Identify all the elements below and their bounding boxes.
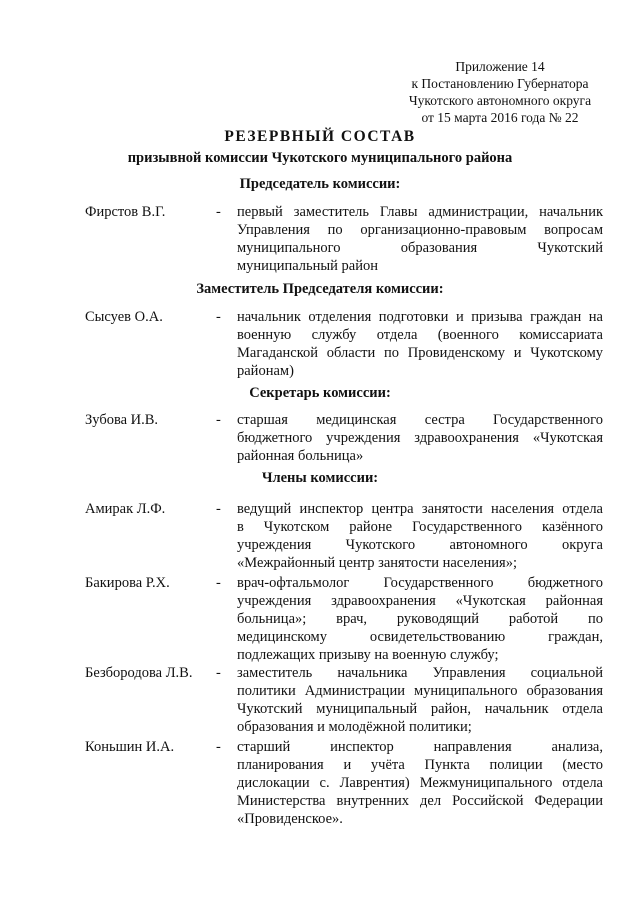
position-line: Чукотский муниципальный район, начальник отдела — [237, 701, 603, 717]
position-line: в Чукотском районе Государственного казённого — [237, 519, 603, 535]
section-heading-secretary: Секретарь комиссии: — [249, 385, 391, 401]
position-line: военную службу отдела (военного комиссариата — [237, 327, 603, 343]
dash-separator: - — [216, 204, 221, 220]
appendix-note — [385, 58, 615, 126]
person-position — [237, 738, 603, 828]
person-name: Фирстов В.Г. — [85, 204, 166, 220]
position-line: заместитель начальника Управления социальной — [237, 665, 603, 681]
position-line: бюджетного учреждения здравоохранения «Чукотская — [237, 430, 603, 446]
position-line: учреждения здравоохранения «Чукотская районная — [237, 593, 603, 609]
position-line: муниципальный район — [237, 258, 378, 274]
person-position — [237, 203, 603, 275]
person-position — [237, 664, 603, 736]
position-line: старший инспектор направления анализа, — [237, 739, 603, 755]
position-line: начальник отделения подготовки и призыва граждан на — [237, 309, 603, 325]
position-line: учреждения Чукотского автономного округа — [237, 537, 603, 553]
section-heading-deputy: Заместитель Председателя комиссии: — [196, 281, 444, 297]
person-position — [237, 411, 603, 465]
position-line: Управления по организационно-правовым вопросам — [237, 222, 603, 238]
person-name: Амирак Л.Ф. — [85, 501, 166, 517]
person-name: Сысуев О.А. — [85, 309, 163, 325]
position-line: муниципального образования Чукотский — [237, 240, 603, 256]
section-heading-members: Члены комиссии: — [261, 470, 379, 486]
dash-separator: - — [216, 412, 221, 428]
position-line: Министерства внутренних дел Российской Федерации — [237, 793, 603, 809]
document-subtitle: призывной комиссии Чукотского муниципального района — [127, 150, 513, 166]
position-line: больница»; врач, руководящий работой по — [237, 611, 603, 627]
position-line: «Провиденское». — [237, 811, 343, 827]
appendix-line: Чукотского автономного округа — [408, 93, 592, 108]
position-line: районная больница» — [237, 448, 364, 464]
document-title: РЕЗЕРВНЫЙ СОСТАВ — [224, 128, 416, 145]
person-position — [237, 500, 603, 572]
position-line: дислокации с. Лаврентия) Межмуниципального отдела — [237, 775, 603, 791]
position-line: Магаданской области по Провиденскому и Чукотскому — [237, 345, 603, 361]
position-line: подлежащих призыву на военную службу; — [237, 647, 499, 663]
position-line: политики Администрации муниципального образования — [237, 683, 603, 699]
appendix-line: Приложение 14 — [455, 59, 545, 74]
position-line: образования и молодёжной политики; — [237, 719, 472, 735]
person-name: Коньшин И.А. — [85, 739, 175, 755]
position-line: старшая медицинская сестра Государственного — [237, 412, 603, 428]
appendix-line: от 15 марта 2016 года № 22 — [421, 110, 579, 125]
person-name: Безбородова Л.В. — [85, 665, 193, 681]
appendix-line: к Постановлению Губернатора — [411, 76, 589, 91]
section-heading-chair: Председатель комиссии: — [239, 176, 401, 192]
position-line: медицинскому освидетельствованию граждан, — [237, 629, 603, 645]
person-name: Зубова И.В. — [85, 412, 159, 428]
dash-separator: - — [216, 575, 221, 591]
position-line: ведущий инспектор центра занятости населения отдела — [237, 501, 603, 517]
position-line: врач-офтальмолог Государственного бюджетного — [237, 575, 603, 591]
position-line: районам) — [237, 363, 294, 379]
person-name: Бакирова Р.Х. — [85, 575, 170, 591]
position-line: «Межрайонный центр занятости населения»; — [237, 555, 517, 571]
dash-separator: - — [216, 739, 221, 755]
position-line: первый заместитель Главы администрации, начальник — [237, 204, 603, 220]
dash-separator: - — [216, 501, 221, 517]
dash-separator: - — [216, 309, 221, 325]
person-position — [237, 574, 603, 664]
dash-separator: - — [216, 665, 221, 681]
position-line: планирования и учёта Пункта полиции (место — [237, 757, 603, 773]
person-position — [237, 308, 603, 380]
